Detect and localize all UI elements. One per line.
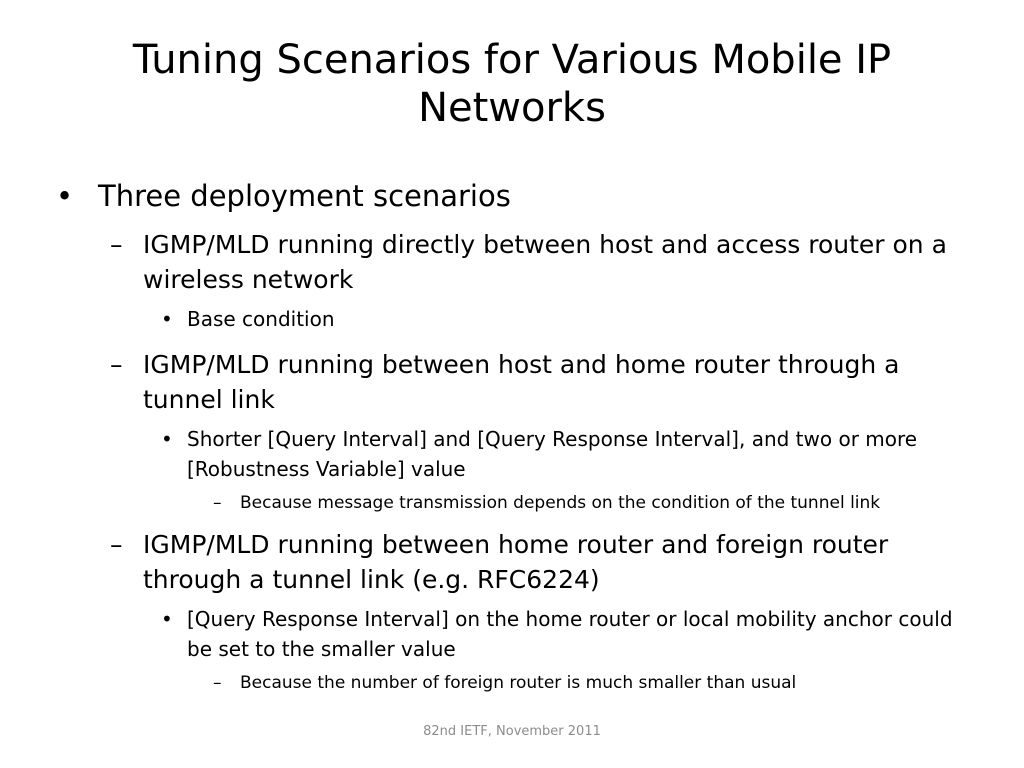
bullet-dash-icon: –	[110, 530, 123, 559]
bullet-dot-icon: •	[161, 307, 173, 331]
bullet-dot-icon: •	[161, 427, 173, 451]
slide-footer: 82nd IETF, November 2011	[423, 724, 601, 739]
outline-text: Base condition	[187, 307, 335, 331]
bullet-dash-icon: –	[213, 493, 222, 513]
outline-text: Because the number of foreign router is much smaller than usual	[240, 673, 797, 693]
outline-item	[161, 604, 977, 664]
outline-text: Because message transmission depends on the condition of the tunnel link	[240, 493, 881, 513]
outline-text: Shorter [Query Interval] and [Query Response Interval], and two or more [Robustness Variable] value	[187, 427, 918, 481]
outline-item	[161, 424, 977, 484]
outline-item	[161, 304, 977, 334]
outline-item	[110, 527, 983, 597]
outline-text: Three deployment scenarios	[98, 179, 511, 213]
outline-item	[213, 672, 1000, 694]
bullet-dash-icon: –	[213, 673, 222, 693]
bullet-dash-icon: –	[110, 230, 123, 259]
outline-text: IGMP/MLD running directly between host and access router on a wireless network	[143, 230, 947, 294]
slide-title: Tuning Scenarios for Various Mobile IP Networks	[132, 37, 892, 132]
outline-item	[110, 227, 983, 297]
outline-item	[110, 347, 983, 417]
bullet-dash-icon: –	[110, 350, 123, 379]
outline-item	[56, 178, 978, 214]
outline-text: IGMP/MLD running between host and home router through a tunnel link	[143, 350, 900, 414]
slide-outline	[0, 178, 1024, 694]
outline-text: [Query Response Interval] on the home router or local mobility anchor could be set to the smaller value	[187, 607, 953, 661]
bullet-dot-icon: •	[56, 179, 74, 213]
outline-text: IGMP/MLD running between home router and foreign router through a tunnel link (e.g. RFC6224)	[143, 530, 889, 594]
bullet-dot-icon: •	[161, 607, 173, 631]
outline-item	[213, 492, 1000, 514]
